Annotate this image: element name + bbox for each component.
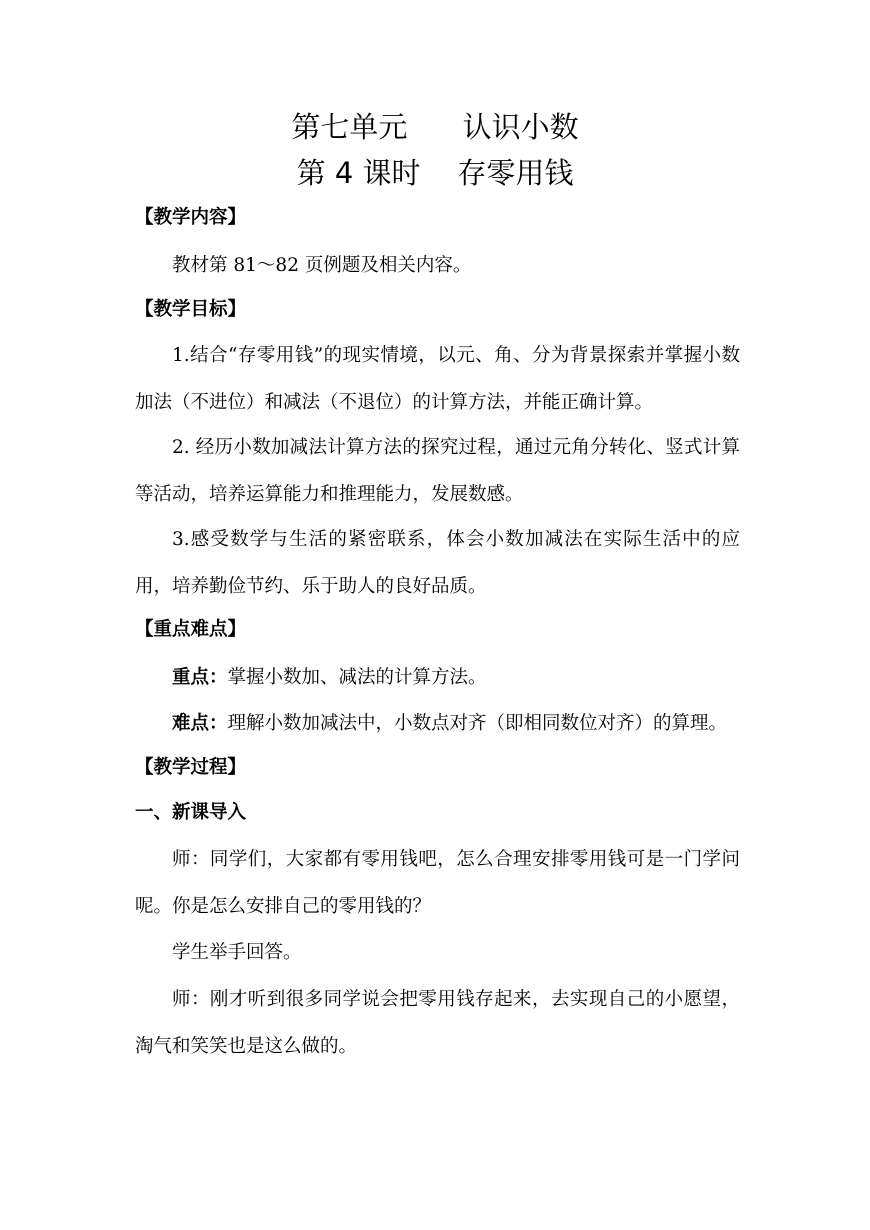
part-heading-intro: 一、新课导入 [135,802,247,823]
key-point-label: 重点： [172,667,228,688]
section-heading-content: 【教学内容】 [135,207,247,228]
key-point-paragraph [135,654,740,701]
process-paragraph-3: 师：刚才听到很多同学说会把零用钱存起来，去实现自己的小愿望，淘气和笑笑也是这么做的。 [135,989,740,1057]
goal-paragraph-2: 2. 经历小数加减法计算方法的探究过程，通过元角分转化、竖式计算等活动，培养运算能力和推理能力，发展数感。 [135,437,740,505]
goal-paragraph-1: 1.结合“存零用钱”的现实情境，以元、角、分为背景探索并掌握小数加法（不进位）和减法（不退位）的计算方法，并能正确计算。 [135,345,740,413]
section-heading-key-points: 【重点难点】 [135,619,247,640]
process-paragraph-1: 师：同学们，大家都有零用钱吧，怎么合理安排零用钱可是一门学问呢。你是怎么安排自己的零用钱的？ [135,849,740,917]
section-heading-goals: 【教学目标】 [135,299,247,320]
difficult-point-label: 难点： [172,713,228,734]
difficult-point-text: 理解小数加减法中，小数点对齐（即相同数位对齐）的算理。 [227,713,728,734]
key-point-text: 掌握小数加、减法的计算方法。 [227,667,487,688]
section-heading-process: 【教学过程】 [135,757,247,778]
goal-paragraph-3: 3.感受数学与生活的紧密联系，体会小数加减法在实际生活中的应用，培养勤俭节约、乐于助人的良好品质。 [135,529,740,597]
process-paragraph-2: 学生举手回答。 [172,942,302,963]
unit-title: 第七单元 认识小数 [291,110,579,144]
lesson-title: 第 4 课时 存零用钱 [296,156,574,190]
content-text: 教材第 81～82 页例题及相关内容。 [172,255,472,276]
difficult-point-paragraph [135,700,740,747]
